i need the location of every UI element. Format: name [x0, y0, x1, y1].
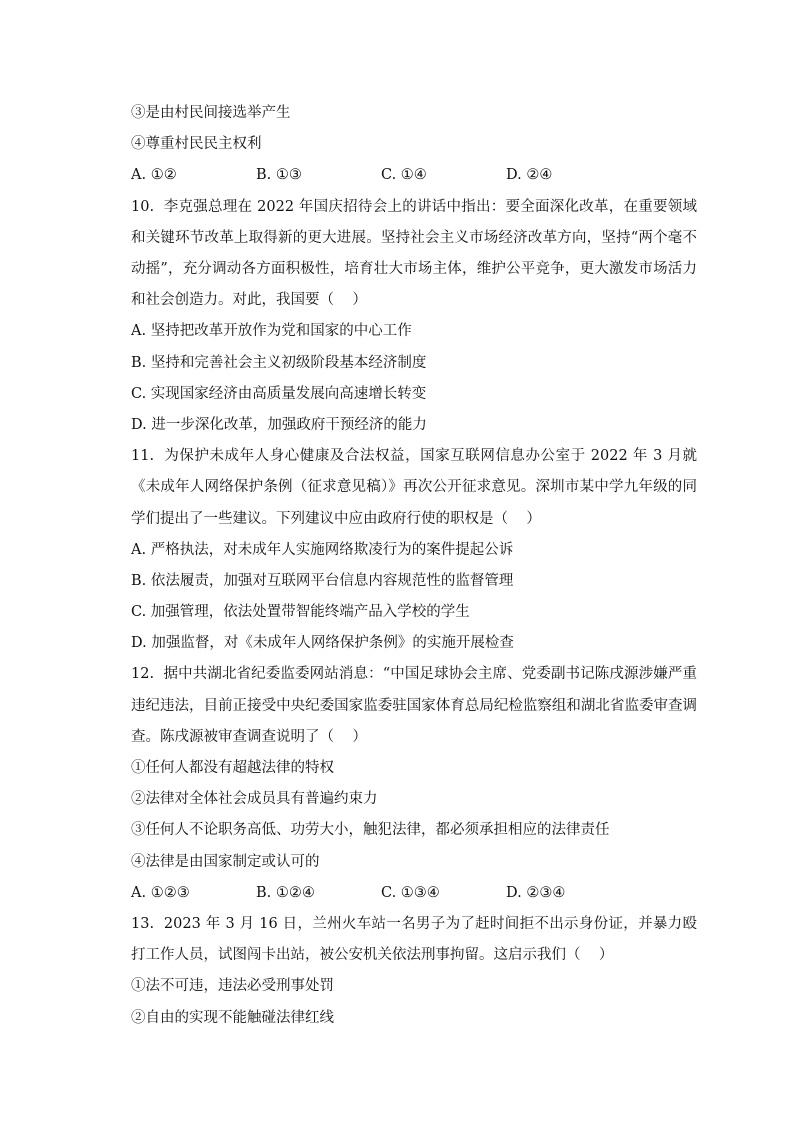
q9-options	[131, 160, 697, 191]
q11-choice-d: D. 加强监督，对《未成年人网络保护条例》的实施开展检查	[131, 635, 514, 652]
q9-item-4: ④尊重村民民主权利	[131, 136, 262, 153]
q9-option-b: B. ①③	[256, 167, 302, 184]
q12-item-1: ①任何人都没有超越法律的特权	[131, 760, 334, 777]
q13-item-2: ②自由的实现不能触碰法律红线	[131, 1009, 334, 1026]
q13-item-1: ①法不可违，违法必受刑事处罚	[131, 978, 334, 995]
q12-option-b: B. ①②④	[256, 884, 315, 901]
q12-item-4: ④法律是由国家制定或认可的	[131, 853, 320, 870]
q10-stem: 10. 李克强总理在 2022 年国庆招待会上的讲话中指出：要全面深化改革，在重要领域和关键环节改革上取得新的更大进展。坚持社会主义市场经济改革方向，坚持“两个毫不动摇”，充分调动各方面积极性，培育壮大市场主体，维护公平竞争，更大激发市场活力和社会创造力。对此，我国要（ ）	[131, 198, 697, 309]
q11-choice-b: B. 依法履责，加强对互联网平台信息内容规范性的监督管理	[131, 572, 514, 589]
q10-choice-d: D. 进一步深化改革，加强政府干预经济的能力	[131, 416, 427, 433]
q12-options	[131, 878, 697, 909]
q9-item-3: ③是由村民间接选举产生	[131, 105, 291, 121]
q10-choice-c: C. 实现国家经济由高质量发展向高速增长转变	[131, 385, 427, 402]
page-content	[131, 98, 697, 1034]
q11-stem: 11. 为保护未成年人身心健康及合法权益，国家互联网信息办公室于 2022 年 3 月就《未成年人网络保护条例（征求意见稿）》再次公开征求意见。深圳市某中学九年级的同学们提出了一些建议。下列建议中应由政府行使的职权是（ ）	[131, 448, 697, 527]
q12-item-3: ③任何人不论职务高低、功劳大小，触犯法律，都必须承担相应的法律责任	[131, 822, 610, 839]
q12-item-2: ②法律对全体社会成员具有普遍约束力	[131, 791, 378, 808]
q13-stem: 13. 2023 年 3 月 16 日，兰州火车站一名男子为了赶时间拒不出示身份证，并暴力殴打工作人员，试图闯卡出站，被公安机关依法刑事拘留。这启示我们（ ）	[131, 916, 697, 964]
q10-choice-a: A. 坚持把改革开放作为党和国家的中心工作	[131, 323, 412, 340]
q11-choice-a: A. 严格执法，对未成年人实施网络欺凌行为的案件提起公诉	[131, 541, 514, 558]
q12-stem: 12. 据中共湖北省纪委监委网站消息：“中国足球协会主席、党委副书记陈戌源涉嫌严重违纪违法，目前正接受中央纪委国家监委驻国家体育总局纪检监察组和湖北省监委审查调查。陈戌源被审查调查说明了（ ）	[131, 666, 697, 745]
q12-option-a: A. ①②③	[131, 884, 190, 901]
q12-option-c: C. ①③④	[381, 884, 440, 901]
q9-option-c: C. ①④	[381, 167, 427, 184]
q11-choice-c: C. 加强管理，依法处置带智能终端产品入学校的学生	[131, 604, 470, 621]
q12-option-d: D. ②③④	[506, 884, 566, 901]
q10-choice-b: B. 坚持和完善社会主义初级阶段基本经济制度	[131, 354, 427, 371]
q9-option-a: A. ①②	[131, 167, 177, 184]
q9-option-d: D. ②④	[506, 167, 553, 184]
